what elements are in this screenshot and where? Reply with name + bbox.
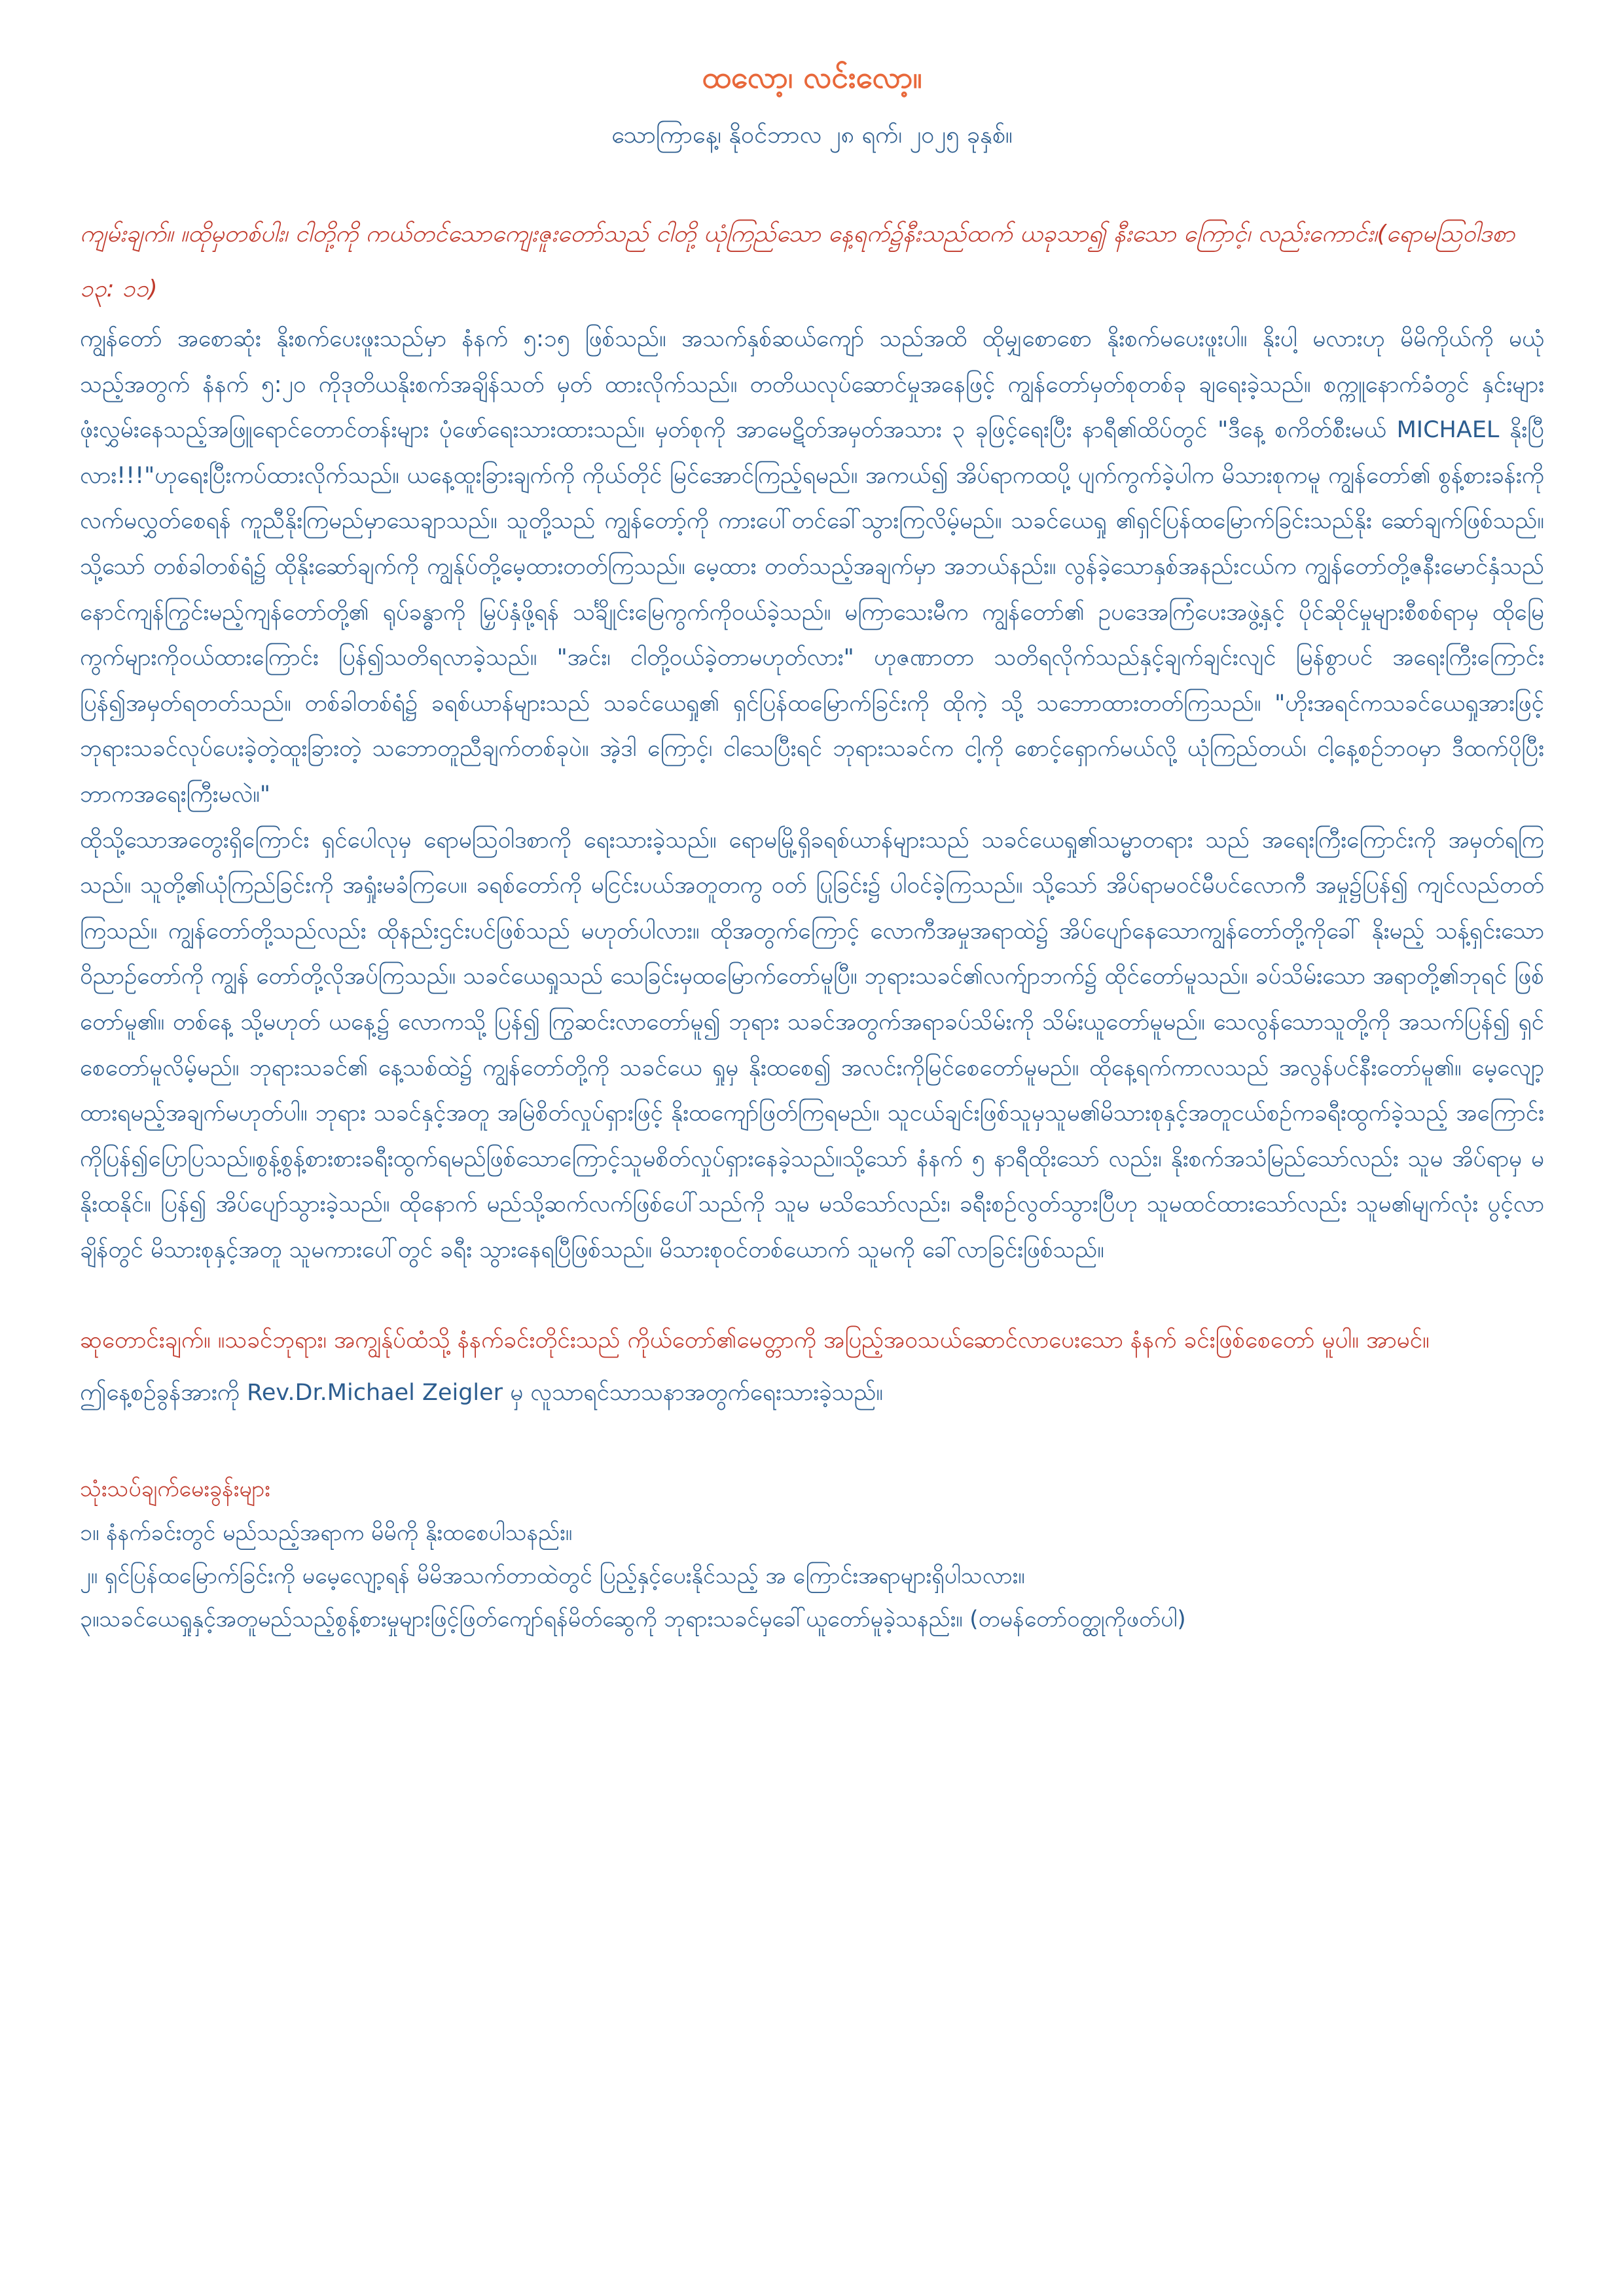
body-paragraph-1: ကျွန်တော် အစောဆုံး နိုးစက်ပေးဖူးသည်မှာ နံနက် ၅:၁၅ ဖြစ်သည်။ အသက်နှစ်ဆယ်ကျော် သည်အထိ ထိုမျှစောစော နိုးစက်မပေးဖူးပါ။ နိုးပါ့ မလားဟု မိမိကိုယ်ကို မယုံသည့်အတွက် နံနက် ၅:၂၀ ကိုဒုတိယနိုးစက်အချိန်သတ် မှတ် ထားလိုက်သည်။ တတိယလုပ်ဆောင်မှုအနေဖြင့် ကျွန်တော်မှတ်စုတစ်ခု ချရေးခဲ့သည်။ စက္ကူနောက်ခံတွင် နှင်းများဖုံးလွှမ်းနေသည့်အဖြူရောင်တောင်တန်းများ ပုံဖော်ရေးသားထားသည်။ မှတ်စုကို အာမေဋိတ်အမှတ်အသား ၃ ခုဖြင့်ရေးပြီး နာရီ၏ထိပ်တွင် "ဒီနေ့ စကိတ်စီးမယ် MICHAEL နိုးပြီလား!!!"ဟုရေးပြီးကပ်ထားလိုက်သည်။ ယနေ့ထူးခြားချက်ကို ကိုယ်တိုင် မြင်အောင်ကြည့်ရမည်။ အကယ်၍ အိပ်ရာကထပို့ ပျက်ကွက်ခဲ့ပါက မိသားစုကမူ ကျွန်တော်၏ စွန့်စားခန်းကို လက်မလွှတ်စေရန် ကူညီနိုးကြမည်မှာသေချာသည်။ သူတို့သည် ကျွန်တော့်ကို ကားပေါ်တင်ခေါ်သွားကြလိမ့်မည်။ သခင်ယေရှု ၏ရှင်ပြန်ထမြောက်ခြင်းသည်နိုး ဆော်ချက်ဖြစ်သည်။ သို့သော် တစ်ခါတစ်ရံ၌ ထိုနိုးဆော်ချက်ကို ကျွန်ုပ်တို့မေ့ထားတတ်ကြသည်။ မေ့ထား တတ်သည့်အချက်မှာ အဘယ်နည်း။ လွန်ခဲ့သောနှစ်အနည်းငယ်က ကျွန်တော်တို့ဇနီးမောင်နှံသည် နောင်ကျန်ကြွင်းမည့်ကျန်တော်တို့၏ ရုပ်ခန္ဓာကို မြှပ်နှံဖို့ရန် သင်္ချိုင်းမြေကွက်ကိုဝယ်ခဲ့သည်။ မကြာသေးမီက ကျွန်တော်၏ ဥပဒေအကြံပေးအဖွဲ့နှင့် ပိုင်ဆိုင်မှုများစီစစ်ရာမှ ထိုမြေ ကွက်များကိုဝယ်ထားကြောင်း ပြန်၍သတိရလာခဲ့သည်။ "အင်း၊ ငါတို့ဝယ်ခဲ့တာမဟုတ်လား" ဟုဇဏာတာ သတိရလိုက်သည်နှင့်ချက်ချင်းလျင် မြန်စွာပင် အရေးကြီးကြောင်း ပြန်၍အမှတ်ရတတ်သည်။ တစ်ခါတစ်ရံ၌ ခရစ်ယာန်များသည် သခင်ယေရှု၏ ရှင်ပြန်ထမြောက်ခြင်းကို ထိုကဲ့ သို့ သဘောထားတတ်ကြသည်။ "ဟိုးအရင်ကသခင်ယေရှုအားဖြင့် ဘုရားသခင်လုပ်ပေးခဲ့တဲ့ထူးခြားတဲ့ သဘောတူညီချက်တစ်ခုပဲ။ အဲ့ဒါ ကြောင့်၊ ငါသေပြီးရင် ဘုရားသခင်က ငါ့ကို စောင့်ရှောက်မယ်လို့ ယုံကြည်တယ်၊ ငါ့နေ့စဥ်ဘဝမှာ ဒီထက်ပိုပြီး ဘာကအရေးကြီးမလဲ။" <box>80 326 1544 808</box>
prayer: ဆုတောင်းချက်။ ။သခင်ဘုရား၊ အကျွန်ုပ်ထံသို့ နံနက်ခင်းတိုင်းသည် ကိုယ်တော်၏မေတ္တာကို အပြည့်အဝသယ်ဆောင်လာပေးသော နံနက် ခင်းဖြစ်စေတော် မူပါ။ အာမင်။ <box>80 1327 1430 1354</box>
reflection-question: ၃။သခင်ယေရှုနှင့်အတူမည်သည့်စွန့်စားမှုများဖြင့်ဖြတ်ကျော်ရန်မိတ်ဆွေကို ဘုရားသခင်မှခေါ်ယူတော်မူခဲ့သနည်း။ (တမန်တော်ဝတ္ထုကိုဖတ်ပါ) <box>80 1606 1186 1633</box>
date-line: သောကြာနေ့၊ နိုဝင်ဘာလ ၂၈ ရက်၊ ၂၀၂၅ ခုနှစ်။ <box>611 122 1013 149</box>
reflection-question: ၁။ နံနက်ခင်းတွင် မည်သည့်အရာက မိမိကို နိုးထစေပါသနည်း။ <box>80 1520 573 1547</box>
body-paragraph-2: ထိုသို့သောအတွေးရှိကြောင်း ရှင်ပေါလုမှ ရောမသြဝါဒစာကို ရေးသားခဲ့သည်။ ရောမမြို့ရှိခရစ်ယာန်များသည် သခင်ယေရှု၏သမ္မာတရား သည် အရေးကြီးကြောင်းကို အမှတ်ရကြသည်။ သူတို့၏ယုံကြည်ခြင်းကို အရှုံးမခံကြပေ။ ခရစ်တော်ကို မငြင်းပယ်အတူတကွ ဝတ် ပြုခြင်း၌ ပါဝင်ခဲ့ကြသည်။ သို့သော် အိပ်ရာမဝင်မီပင်လောကီ အမှု၌ပြန်၍ ကျင်လည်တတ်ကြသည်။ ကျွန်တော်တို့သည်လည်း ထိုနည်းဌင်းပင်ဖြစ်သည် မဟုတ်ပါလား။ ထိုအတွက်ကြောင့် လောကီအမှုအရာထဲ၌ အိပ်ပျော်နေသောကျွန်တော်တို့ကိုခေါ် နိုးမည့် သန့်ရှင်းသောဝိညာဉ်တော်ကို ကျွန် တော်တို့လိုအပ်ကြသည်။ သခင်ယေရှုသည် သေခြင်းမှထမြောက်တော်မူပြီ။ ဘုရားသခင်၏လက်ျာဘက်၌ ထိုင်တော်မူသည်။ ခပ်သိမ်းသော အရာတို့၏ဘုရင် ဖြစ်တော်မူ၏။ တစ်နေ့ သို့မဟုတ် ယနေ့၌ လောကသို့ ပြန်၍ ကြွဆင်းလာတော်မူ၍ ဘုရား သခင်အတွက်အရာခပ်သိမ်းကို သိမ်းယူတော်မူမည်။ သေလွန်သောသူတို့ကို အသက်ပြန်၍ ရှင်စေတော်မူလိမ့်မည်။ ဘုရားသခင်၏ နေ့သစ်ထဲ၌ ကျွန်တော်တို့ကို သခင်ယေ ရှုမှ နိုးထစေ၍ အလင်းကိုမြင်စေတော်မူမည်။ ထိုနေ့ရက်ကာလသည် အလွန်ပင်နီးတော်မူ၏။ မေ့လျော့ထားရမည့်အချက်မဟုတ်ပါ။ ဘုရား သခင်နှင့်အတူ အမြဲစိတ်လှုပ်ရှားဖြင့် နိုးထကျော်ဖြတ်ကြရမည်။ သူငယ်ချင်းဖြစ်သူမှသူမ၏မိသားစုနှင့်အတူငယ်စဉ်ကခရီးထွက်ခဲ့သည့် အကြောင်းကိုပြန်၍ပြောပြသည်။စွန့်စွန့်စားစားခရီးထွက်ရမည်ဖြစ်သောကြောင့်သူမစိတ်လှုပ်ရှားနေခဲ့သည်။သို့သော် နံနက် ၅ နာရီထိုးသော် လည်း၊ နိုးစက်အသံမြည်သော်လည်း သူမ အိပ်ရာမှ မနိုးထနိုင်။ ပြန်၍ အိပ်ပျော်သွားခဲ့သည်။ ထိုနောက် မည်သို့ဆက်လက်ဖြစ်ပေါ်သည်ကို သူမ မသိသော်လည်း၊ ခရီးစဉ်လွတ်သွားပြီဟု သူမထင်ထားသော်လည်း သူမ၏မျက်လုံး ပွင့်လာချိန်တွင် မိသားစုနှင့်အတူ သူမကားပေါ်တွင် ခရီး သွားနေရပြီဖြစ်သည်။ မိသားစုဝင်တစ်ယောက် သူမကို ခေါ်လာခြင်းဖြစ်သည်။ <box>80 827 1544 1263</box>
author-credit: ဤနေ့စဉ်ခွန်အားကို Rev.Dr.Michael Zeigler မှ လူသာရင်သာသနာအတွက်ရေးသားခဲ့သည်။ <box>80 1380 883 1407</box>
reflection-questions <box>80 1511 1544 1641</box>
reflection-question: ၂။ ရှင်ပြန်ထမြောက်ခြင်းကို မမေ့လျော့ရန် မိမိအသက်တာထဲတွင် ပြည့်နှင့်ပေးနိုင်သည့် အ ကြောင်းအရာများရှိပါသလား။ <box>80 1563 1025 1590</box>
scripture-verse: ကျမ်းချက်။ ။ထိုမှတစ်ပါး၊ ငါတို့ကို ကယ်တင်သောကျေးဇူးတော်သည် ငါတို့ ယုံကြည်သော နေ့ရက်၌နီးသည်ထက် ယခုသာ၍ နီးသော ကြောင့်၊ လည်းကောင်း၊(ရောမသြဝါဒစာ ၁၃: ၁၁) <box>80 221 1515 302</box>
reflection-heading: သုံးသပ်ချက်မေးခွန်းများ <box>80 1476 270 1503</box>
page-title: ထလော့၊ လင်းလော့။ <box>702 60 922 95</box>
